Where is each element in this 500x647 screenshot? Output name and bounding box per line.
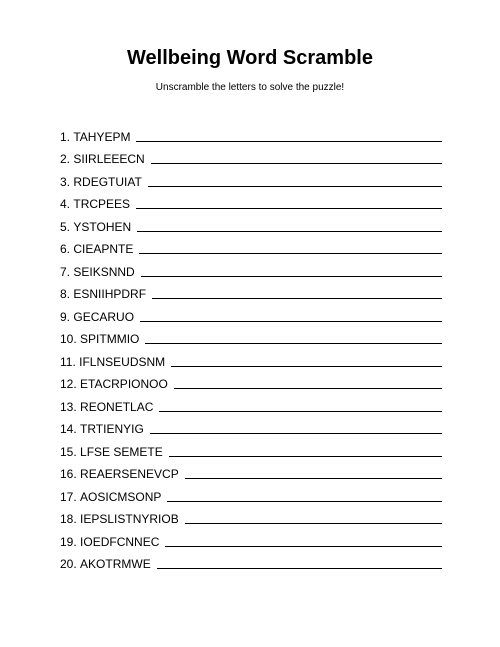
answer-line[interactable] <box>137 218 442 232</box>
scrambled-word: TRTIENYIG <box>80 422 144 436</box>
scrambled-word: IOEDFCNNEC <box>80 534 160 549</box>
puzzle-item <box>60 301 442 324</box>
answer-line[interactable] <box>141 263 442 277</box>
answer-line[interactable] <box>157 555 442 569</box>
puzzle-item <box>60 144 442 167</box>
item-number: 3. <box>60 174 71 189</box>
item-number: 4. <box>60 197 71 211</box>
answer-line[interactable] <box>169 443 442 457</box>
puzzle-item <box>60 549 442 572</box>
scrambled-word: REONETLAC <box>80 399 154 414</box>
scrambled-word: RDEGTUIAT <box>73 174 142 189</box>
scrambled-word: ETACRPIONOO <box>80 377 168 391</box>
answer-line[interactable] <box>152 285 442 299</box>
item-number: 20. <box>60 557 77 571</box>
scrambled-word: IEPSLISTNYRIOB <box>80 512 179 526</box>
item-number: 19. <box>60 534 77 549</box>
puzzle-item <box>60 504 442 527</box>
scrambled-word: SPITMMIO <box>80 332 140 346</box>
item-number: 14. <box>60 422 77 436</box>
puzzle-item <box>60 166 442 189</box>
item-number: 2. <box>60 152 71 166</box>
puzzle-item <box>60 459 442 482</box>
scrambled-word: IFLNSEUDSNM <box>79 354 166 369</box>
answer-line[interactable] <box>159 398 442 412</box>
scrambled-word: GECARUO <box>73 309 135 324</box>
puzzle-item <box>60 121 442 144</box>
answer-line[interactable] <box>139 240 442 254</box>
puzzle-item <box>60 391 442 414</box>
instructions: Unscramble the letters to solve the puzzle! <box>155 82 345 93</box>
puzzle-item <box>60 279 442 302</box>
item-number: 7. <box>60 264 71 279</box>
puzzle-item <box>60 211 442 234</box>
item-number: 16. <box>60 467 77 481</box>
scrambled-word: ESNIIHPDRF <box>73 287 147 301</box>
puzzle-list <box>60 121 442 571</box>
puzzle-item <box>60 234 442 257</box>
answer-line[interactable] <box>151 150 442 164</box>
answer-line[interactable] <box>167 488 442 502</box>
answer-line[interactable] <box>136 195 442 209</box>
answer-line[interactable] <box>136 128 442 142</box>
puzzle-item <box>60 369 442 392</box>
puzzle-item <box>60 256 442 279</box>
puzzle-item <box>60 414 442 437</box>
scrambled-word: AKOTRMWE <box>80 557 151 571</box>
scrambled-word: YSTOHEN <box>73 219 132 234</box>
item-number: 12. <box>60 377 77 391</box>
answer-line[interactable] <box>140 308 442 322</box>
answer-line[interactable] <box>145 330 442 344</box>
scrambled-word: TAHYEPM <box>73 129 131 144</box>
answer-line[interactable] <box>171 353 442 367</box>
item-number: 5. <box>60 219 71 234</box>
answer-line[interactable] <box>174 375 442 389</box>
item-number: 1. <box>60 129 71 144</box>
answer-line[interactable] <box>150 420 442 434</box>
item-number: 13. <box>60 399 77 414</box>
item-number: 8. <box>60 287 71 301</box>
scrambled-word: AOSICMSONP <box>80 489 162 504</box>
puzzle-item <box>60 481 442 504</box>
item-number: 18. <box>60 512 77 526</box>
item-number: 15. <box>60 444 77 459</box>
item-number: 6. <box>60 242 71 256</box>
scrambled-word: SIIRLEEECN <box>73 152 145 166</box>
answer-line[interactable] <box>148 173 442 187</box>
answer-line[interactable] <box>165 533 442 547</box>
scrambled-word: CIEAPNTE <box>73 242 134 256</box>
puzzle-item <box>60 346 442 369</box>
page-title: Wellbeing Word Scramble <box>127 47 373 69</box>
item-number: 9. <box>60 309 71 324</box>
item-number: 17. <box>60 489 77 504</box>
puzzle-item <box>60 189 442 212</box>
item-number: 10. <box>60 332 77 346</box>
puzzle-item <box>60 324 442 347</box>
scrambled-word: LFSE SEMETE <box>80 444 163 459</box>
scrambled-word: SEIKSNND <box>73 264 135 279</box>
scrambled-word: REAERSENEVCP <box>80 467 179 481</box>
item-number: 11. <box>60 354 76 369</box>
puzzle-item <box>60 436 442 459</box>
scrambled-word: TRCPEES <box>73 197 131 211</box>
answer-line[interactable] <box>185 510 442 524</box>
answer-line[interactable] <box>185 465 442 479</box>
puzzle-item <box>60 526 442 549</box>
